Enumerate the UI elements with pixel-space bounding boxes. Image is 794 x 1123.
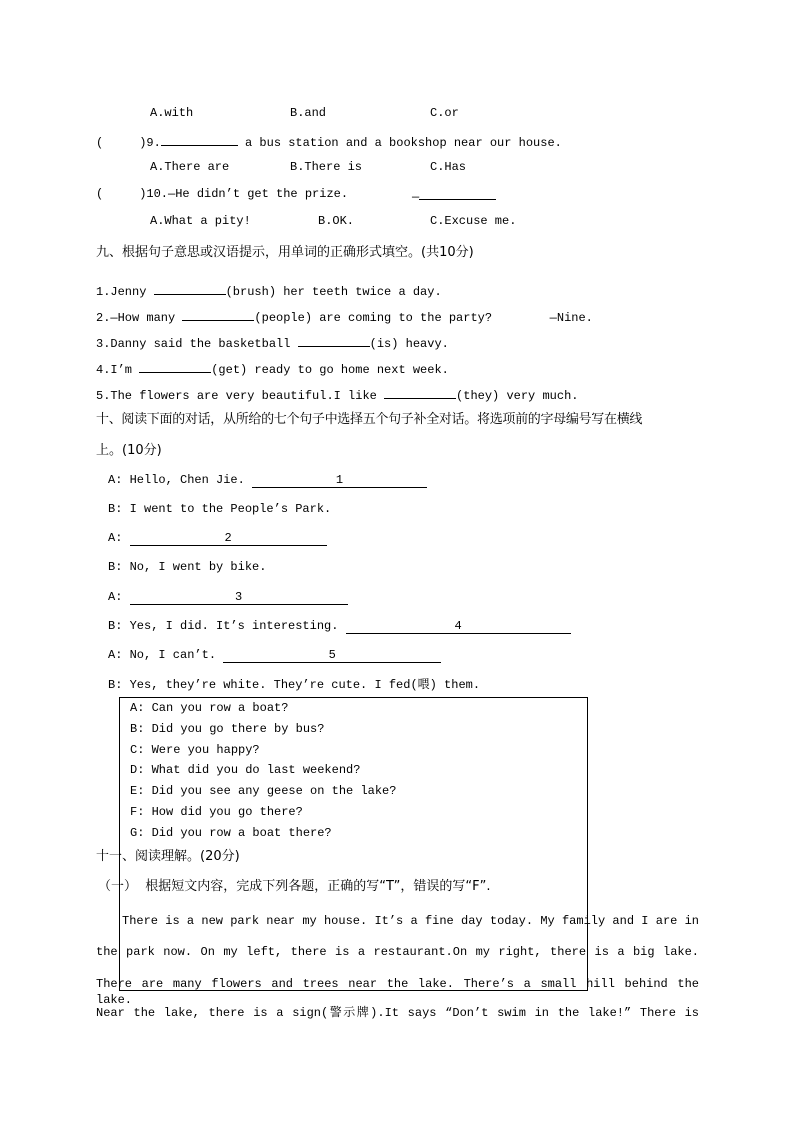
section-9-title: 九、根据句子意思或汉语提示，用单词的正确形式填空。(共10分) [96, 245, 474, 260]
q9-option-a: A.There are [150, 160, 230, 174]
dialogue-line: B: Yes, they’re white. They’re cute. I fed(喂) them. [108, 678, 481, 692]
q10-option-c: C.Excuse me. [430, 214, 517, 228]
item-text: (is) heavy. [369, 337, 449, 351]
option-d: D: What did you do last weekend? [130, 763, 361, 777]
option-c: C: Were you happy? [130, 743, 260, 757]
answer-blank[interactable]: 4 [346, 620, 571, 634]
dialogue-line [108, 530, 327, 546]
passage-line: Near the lake, there is a sign(警示牌).It says “Don’t swim in the lake!” There is [96, 1006, 699, 1020]
q10-text: —He didn’t get the prize. [168, 187, 349, 201]
answer-blank[interactable] [139, 359, 211, 373]
answer-blank[interactable] [154, 281, 226, 295]
item-text: 5.The flowers are very beautiful.I like [96, 389, 385, 403]
passage-line: There are many flowers and trees near the lake. There’s a small hill behind the lake. [96, 977, 699, 1007]
q9-option-c: C.Has [430, 160, 467, 174]
passage-line: There is a new park near my house. It’s a fine day today. My family and I are in [122, 914, 699, 928]
option-g: G: Did you row a boat there? [130, 826, 332, 840]
fill-item [96, 333, 449, 352]
fill-item [96, 385, 578, 404]
answer-blank[interactable]: 2 [130, 532, 327, 546]
dialogue-line [108, 618, 571, 634]
line-text: A: No, I can’t. [108, 648, 224, 662]
item-text: (brush) her teeth twice a day. [225, 285, 442, 299]
reply-dash: — [412, 190, 420, 204]
q10-number: ( )10. [96, 187, 169, 201]
item-text: 1.Jenny [96, 285, 154, 299]
q10-option-a: A.What a pity! [150, 214, 251, 228]
item-text: (get) ready to go home next week. [211, 363, 449, 377]
dialogue-line [108, 647, 441, 663]
option-e: E: Did you see any geese on the lake? [130, 784, 397, 798]
option-a: A: Can you row a boat? [130, 701, 289, 715]
option-f: F: How did you go there? [130, 805, 303, 819]
passage-line: the park now. On my left, there is a restaurant.On my right, there is a big lake. [96, 945, 699, 959]
dialogue-line: B: No, I went by bike. [108, 560, 267, 574]
q9-number: ( )9. [96, 136, 161, 150]
item-text: 3.Danny said the basketball [96, 337, 298, 351]
line-text: B: Yes, I did. It’s interesting. [108, 619, 346, 633]
answer-blank[interactable] [161, 132, 238, 146]
item-text: 2.—How many [96, 311, 183, 325]
question-10 [96, 186, 348, 202]
answer-blank[interactable]: 5 [223, 649, 441, 663]
item-text: (people) are coming to the party? —Nine. [254, 311, 593, 325]
q10-reply [412, 186, 496, 205]
question-9 [96, 132, 562, 151]
q8-option-c: C.or [430, 106, 459, 120]
fill-item [96, 307, 593, 326]
line-text: A: Hello, Chen Jie. [108, 473, 253, 487]
q9-text: a bus station and a bookshop near our house. [237, 136, 562, 150]
q8-option-a: A.with [150, 106, 194, 120]
fill-item [96, 281, 442, 300]
q8-option-b: B.and [290, 106, 327, 120]
option-b: B: Did you go there by bus? [130, 722, 325, 736]
answer-blank[interactable] [298, 333, 370, 347]
dialogue-line [108, 589, 348, 605]
answer-blank[interactable] [384, 385, 456, 399]
section-10-title: 十、阅读下面的对话，从所给的七个句子中选择五个句子补全对话。将选项前的字母编号写在横线 [96, 412, 643, 427]
item-text: (they) very much. [456, 389, 579, 403]
answer-blank[interactable]: 3 [130, 591, 348, 605]
line-text: A: [108, 531, 130, 545]
q9-option-b: B.There is [290, 160, 363, 174]
answer-blank[interactable] [419, 186, 496, 200]
line-text: A: [108, 590, 130, 604]
q10-option-b: B.OK. [318, 214, 355, 228]
section-11-title: 十一、阅读理解。(20分) [96, 849, 240, 864]
answer-blank[interactable] [182, 307, 254, 321]
item-text: 4.I’m [96, 363, 140, 377]
fill-item [96, 359, 449, 378]
answer-blank[interactable]: 1 [252, 474, 427, 488]
dialogue-line [108, 472, 427, 488]
section-10-title-cont: 上。(10分) [96, 443, 162, 458]
section-11-subtitle: （一） 根据短文内容，完成下列各题，正确的写“T”，错误的写“F”. [98, 879, 491, 894]
dialogue-line: B: I went to the People’s Park. [108, 502, 332, 516]
